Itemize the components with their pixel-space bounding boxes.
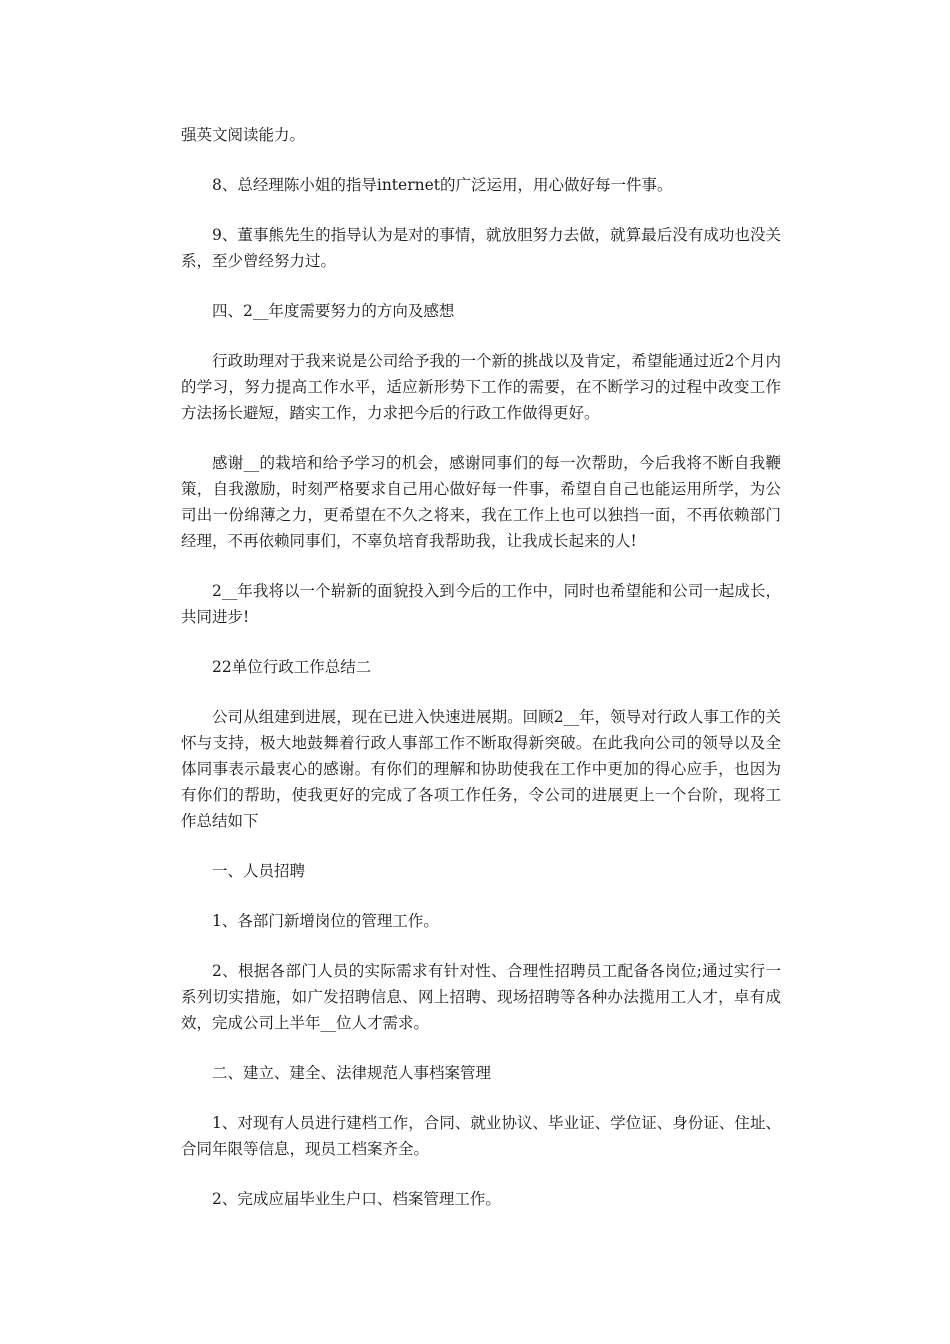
document-body: [181, 122, 781, 1236]
paragraph: 公司从组建到进展，现在已进入快速进展期。回顾2__年，领导对行政人事工作的关怀与支持，极大地鼓舞着行政人事部工作不断取得新突破。在此我向公司的领导以及全体同事表示最衷心的感谢。有你们的理解和协助使我在工作中更加的得心应手，也因为有你们的帮助，使我更好的完成了各项工作任务，令公司的进展更上一个台阶，现将工作总结如下: [181, 708, 781, 830]
paragraph: 行政助理对于我来说是公司给予我的一个新的挑战以及肯定，希望能通过近2个月内的学习，努力提高工作水平，适应新形势下工作的需要，在不断学习的过程中改变工作方法扬长避短，踏实工作，力求把今后的行政工作做得更好。: [181, 352, 781, 422]
list-item: 1、各部门新增岗位的管理工作。: [212, 912, 439, 930]
list-item: 2、完成应届毕业生户口、档案管理工作。: [212, 1190, 501, 1208]
section-heading: 一、人员招聘: [212, 862, 306, 880]
section-heading: 二、建立、建全、法律规范人事档案管理: [212, 1064, 492, 1082]
paragraph: 2__年我将以一个崭新的面貌投入到今后的工作中，同时也希望能和公司一起成长，共同进步!: [181, 582, 781, 626]
list-item: 9、董事熊先生的指导认为是对的事情，就放胆努力去做，就算最后没有成功也没关系，至少曾经努力过。: [181, 226, 781, 270]
list-item: 1、对现有人员进行建档工作，合同、就业协议、毕业证、学位证、身份证、住址、合同年限等信息，现员工档案齐全。: [181, 1114, 781, 1158]
list-item: 2、根据各部门人员的实际需求有针对性、合理性招聘员工配备各岗位;通过实行一系列切实措施，如广发招聘信息、网上招聘、现场招聘等各种办法揽用工人才，卓有成效，完成公司上半年__位人才需求。: [181, 962, 781, 1032]
section-heading: 四、2__年度需要努力的方向及感想: [212, 302, 455, 320]
list-item: 8、总经理陈小姐的指导internet的广泛运用，用心做好每一件事。: [212, 176, 673, 194]
paragraph: 感谢__的栽培和给予学习的机会，感谢同事们的每一次帮助，今后我将不断自我鞭策，自我激励，时刻严格要求自己用心做好每一件事，希望自自己也能运用所学，为公司出一份绵薄之力，更希望在不久之将来，我在工作上也可以独挡一面，不再依赖部门经理，不再依赖同事们，不辜负培育我帮助我，让我成长起来的人!: [181, 454, 781, 550]
document-title: 22单位行政工作总结二: [212, 658, 372, 676]
paragraph: 强英文阅读能力。: [181, 126, 306, 144]
